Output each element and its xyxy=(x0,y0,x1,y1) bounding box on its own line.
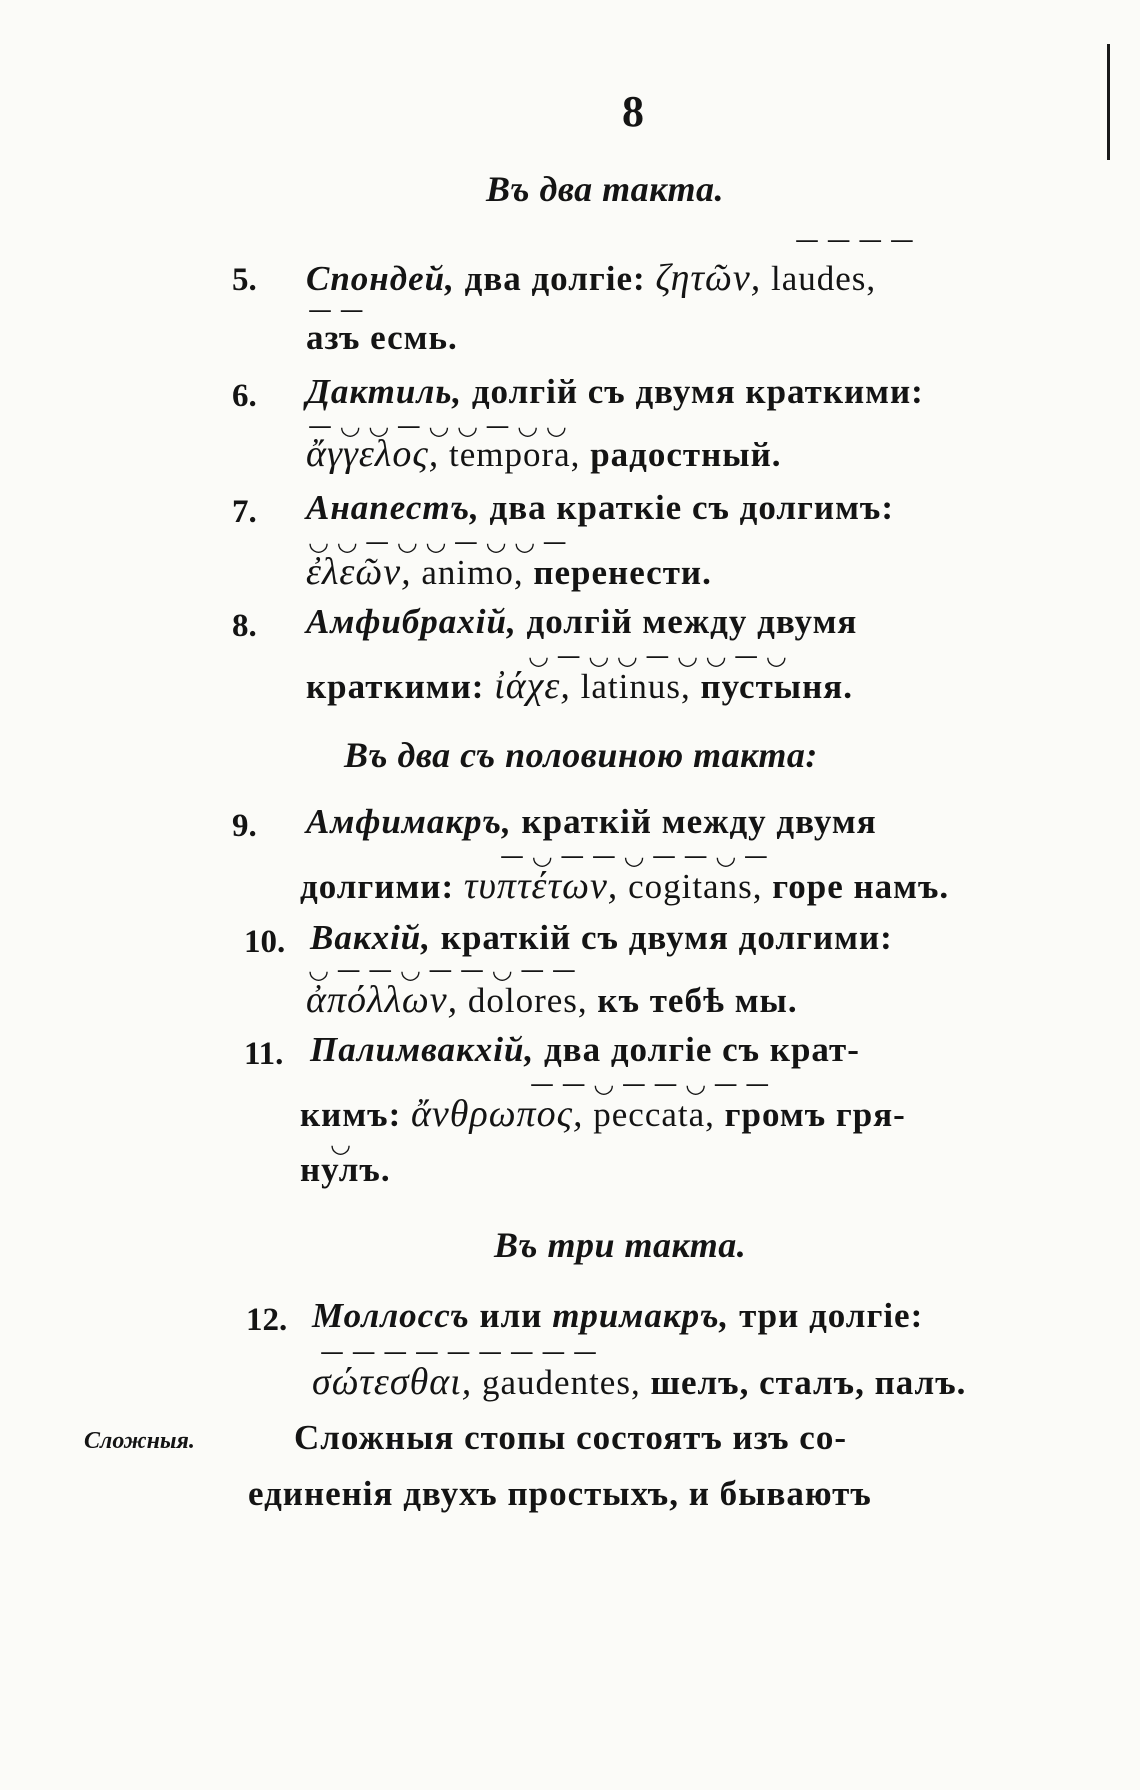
entry-text: два долгіе съ крат- xyxy=(534,1030,860,1069)
heading-three-beats: Въ три такта. xyxy=(494,1225,747,1265)
entry-line xyxy=(306,550,712,594)
greek-word: ζητῶν, xyxy=(655,257,762,299)
greek-word: ἀπόλλων, xyxy=(306,979,459,1021)
latin-word: laudes, xyxy=(761,259,877,298)
entry-text: громъ гря- xyxy=(714,1095,906,1134)
entry-line xyxy=(312,1360,966,1404)
entry-line xyxy=(306,664,853,708)
meter-marks: — — — — xyxy=(795,226,914,254)
entry-line xyxy=(300,1092,906,1136)
meter-marks: — ◡ — — ◡ — — ◡ — xyxy=(500,842,768,870)
greek-word: ἄγγελος, xyxy=(306,433,440,475)
entry-text: перенести. xyxy=(523,553,712,592)
entry-text: къ тебѣ мы. xyxy=(587,981,798,1020)
entry-text: радостный. xyxy=(580,435,782,474)
entry-line xyxy=(310,918,893,958)
meter-marks: — — xyxy=(308,296,364,324)
heading-two-half-beats: Въ два съ половиною такта: xyxy=(344,735,818,775)
page-edge-line xyxy=(1107,44,1110,160)
entry-number: 11. xyxy=(244,1036,284,1072)
entry-number: 6. xyxy=(232,378,257,414)
meter-marks: — ◡ ◡ — ◡ ◡ — ◡ ◡ xyxy=(308,412,567,440)
term: Дактиль, xyxy=(306,372,463,411)
entry-text: долгій съ двумя краткими: xyxy=(462,372,924,411)
term: Спондей, xyxy=(306,259,455,298)
entry-line xyxy=(306,432,782,476)
entry-number: 12. xyxy=(246,1302,288,1338)
entry-text: кимъ: xyxy=(300,1095,411,1134)
entry-text: краткими: xyxy=(306,667,495,706)
latin-word: gaudentes, xyxy=(472,1363,641,1402)
entry-number: 8. xyxy=(232,608,257,644)
entry-line xyxy=(300,864,949,908)
entry-line xyxy=(306,802,877,842)
entry-number: 5. xyxy=(232,262,257,298)
entry-number: 10. xyxy=(244,924,286,960)
entry-line: азъ есмь. xyxy=(306,318,458,357)
entry-line xyxy=(306,256,876,300)
entry-text: шелъ, сталъ, палъ. xyxy=(640,1363,967,1402)
meter-marks: — — ◡ — — ◡ — — xyxy=(530,1070,770,1098)
entry-number: 7. xyxy=(232,494,257,530)
heading-two-beats: Въ два такта. xyxy=(486,169,724,209)
entry-text: краткій между двумя xyxy=(511,802,877,841)
meter-marks: ◡ — — ◡ — — ◡ — — xyxy=(308,956,576,984)
entry-text: горе намъ. xyxy=(762,867,950,906)
greek-word: ἰάχε, xyxy=(494,665,571,707)
meter-marks: ◡ — ◡ ◡ — ◡ ◡ — ◡ xyxy=(528,642,787,670)
entry-line xyxy=(306,372,924,412)
latin-word: peccata, xyxy=(583,1095,715,1134)
paragraph-line: единенія двухъ простыхъ, и бываютъ xyxy=(248,1474,872,1513)
entry-text: краткій съ двумя долгими: xyxy=(431,918,893,957)
term: Палимвакхій, xyxy=(310,1030,535,1069)
entry-line xyxy=(312,1296,923,1336)
page-number: 8 xyxy=(622,87,644,136)
entry-text: долгими: xyxy=(300,867,464,906)
term: Моллоссъ xyxy=(312,1296,470,1335)
entry-text: долгій между двумя xyxy=(516,602,858,641)
paragraph-line: Сложныя стопы состоятъ изъ со- xyxy=(294,1418,848,1457)
entry-line: нулъ. xyxy=(300,1150,391,1189)
term: Амфибрахій, xyxy=(306,602,517,641)
term: Вакхій, xyxy=(310,918,432,957)
entry-text: три долгіе: xyxy=(729,1296,924,1335)
greek-word: τυπτέτων, xyxy=(463,865,619,907)
entry-text: или xyxy=(469,1296,553,1335)
entry-line xyxy=(310,1030,860,1070)
entry-line xyxy=(306,978,798,1022)
entry-line xyxy=(306,488,894,528)
entry-number: 9. xyxy=(232,808,257,844)
latin-word: latinus, xyxy=(570,667,691,706)
greek-word: σώτεσθαι, xyxy=(312,1361,473,1403)
entry-text: два краткіе съ долгимъ: xyxy=(479,488,894,527)
latin-word: tempora, xyxy=(439,435,581,474)
greek-word: ἄνθρωπος, xyxy=(410,1093,584,1135)
latin-word: dolores, xyxy=(458,981,588,1020)
latin-word: cogitans, xyxy=(618,867,763,906)
greek-word: ἐλεῶν, xyxy=(306,551,412,593)
entry-text: пустыня. xyxy=(690,667,853,706)
term: тримакръ, xyxy=(552,1296,730,1335)
entry-text: два долгіе: xyxy=(454,259,656,298)
latin-word: animo, xyxy=(411,553,524,592)
margin-note: Сложныя. xyxy=(84,1428,195,1454)
meter-marks: ◡ xyxy=(330,1130,351,1158)
entry-line xyxy=(306,602,857,642)
term: Анапестъ, xyxy=(306,488,480,527)
term: Амфимакръ, xyxy=(306,802,512,841)
meter-marks: ◡ ◡ — ◡ ◡ — ◡ ◡ — xyxy=(308,528,567,556)
meter-marks: — — — — — — — — — xyxy=(320,1338,598,1366)
